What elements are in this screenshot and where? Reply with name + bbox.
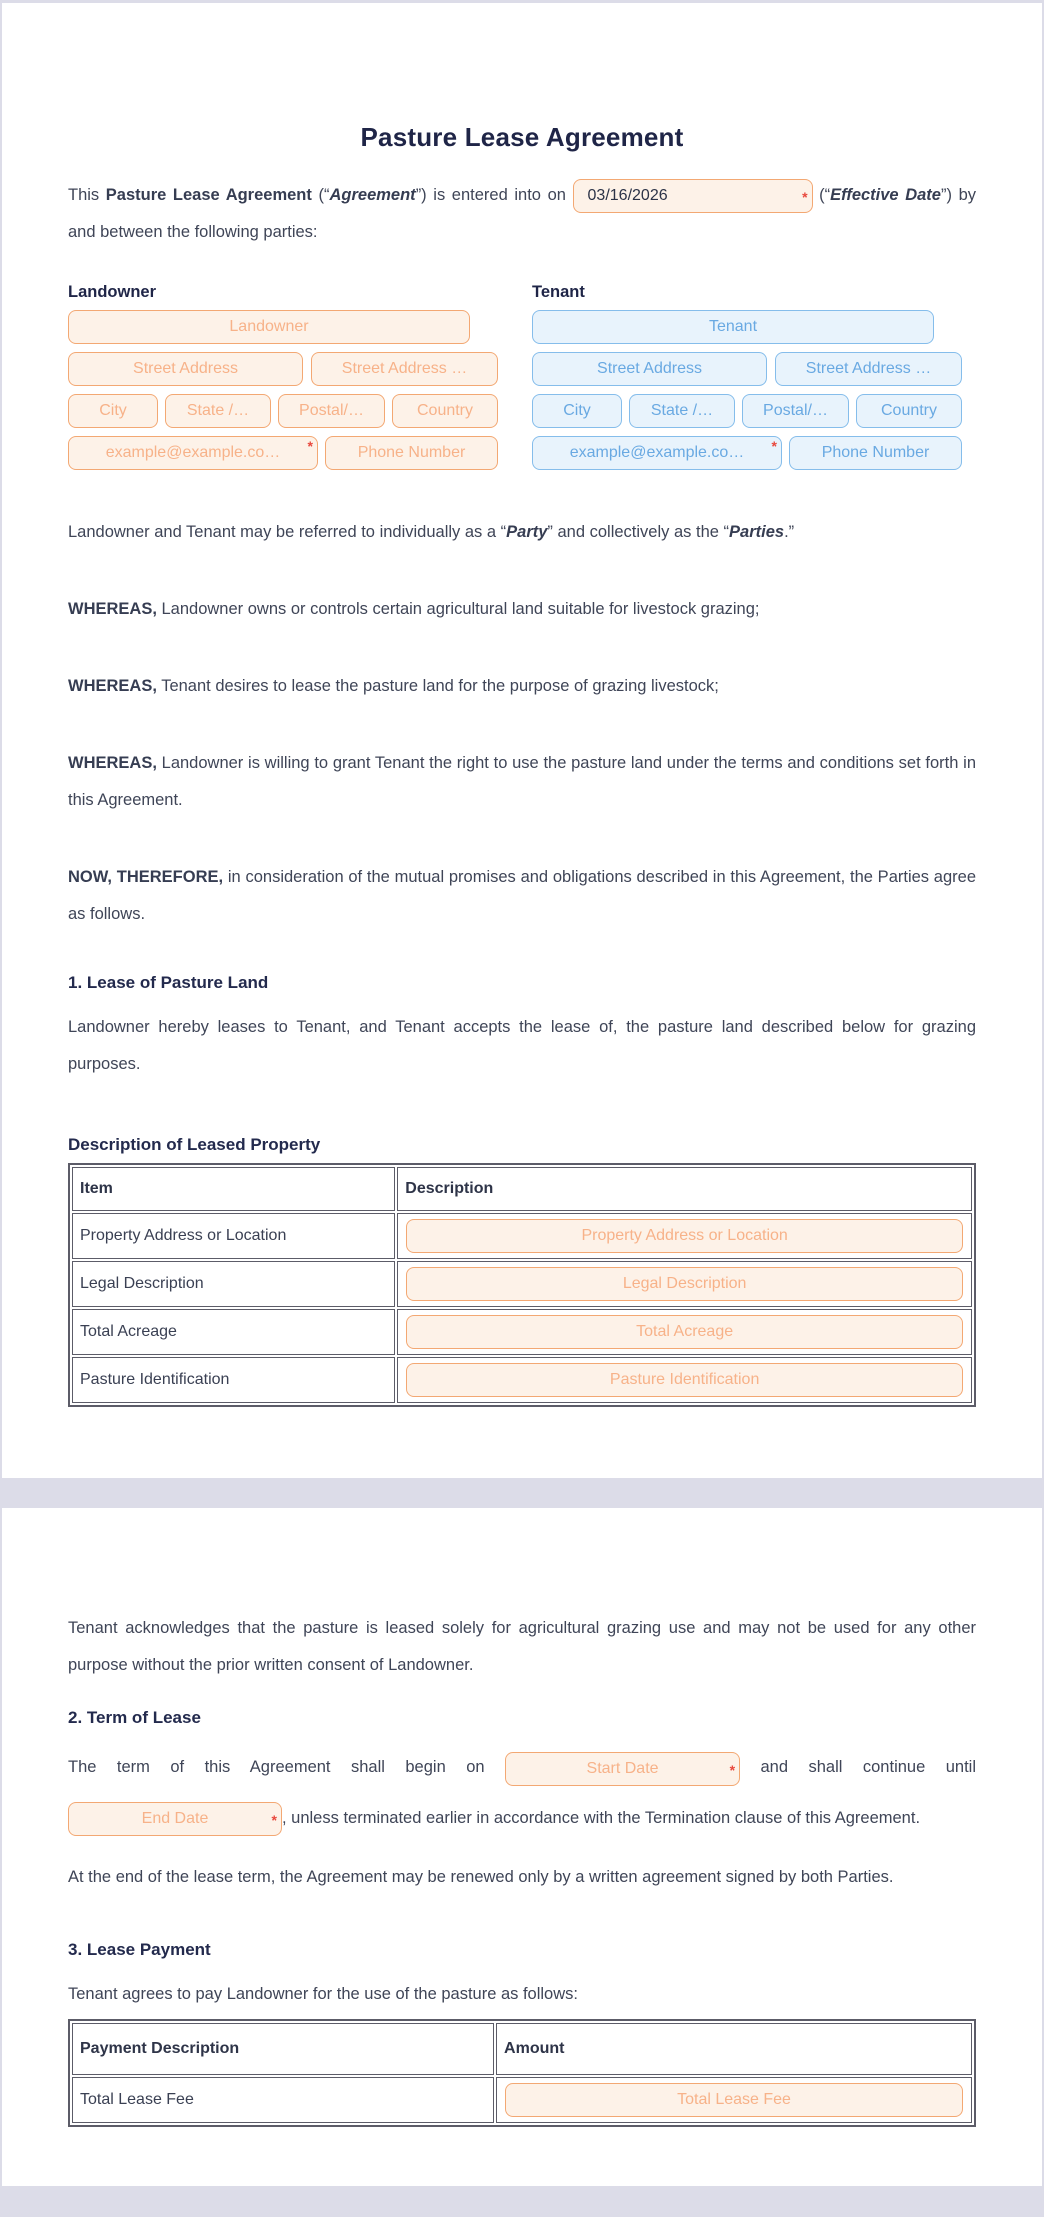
row-label: Total Lease Fee bbox=[72, 2077, 494, 2123]
landowner-postal-input[interactable] bbox=[278, 394, 385, 428]
required-asterisk: * bbox=[271, 1812, 277, 1829]
required-asterisk: * bbox=[802, 189, 808, 206]
landowner-state-input[interactable] bbox=[165, 394, 271, 428]
table-header-row bbox=[72, 1167, 972, 1211]
landowner-name-input[interactable] bbox=[68, 310, 470, 344]
landowner-street-input[interactable] bbox=[68, 352, 303, 386]
tenant-country-input[interactable] bbox=[856, 394, 962, 428]
tenant-city-input[interactable] bbox=[532, 394, 622, 428]
landowner-heading: Landowner bbox=[68, 283, 157, 302]
section-1-heading: 1. Lease of Pasture Land bbox=[68, 973, 269, 993]
required-asterisk: * bbox=[307, 438, 313, 455]
section-1-paragraph: Landowner hereby leases to Tenant, and Tenant accepts the lease of, the pasture land described below for grazing purposes. bbox=[68, 1018, 976, 1074]
table-row bbox=[72, 1261, 972, 1307]
tenant-postal-input[interactable] bbox=[742, 394, 849, 428]
tenant-name-input[interactable] bbox=[532, 310, 934, 344]
table-row bbox=[72, 2077, 972, 2123]
table-row bbox=[72, 1213, 972, 1259]
column-header-item: Item bbox=[72, 1167, 395, 1211]
document-page-2 bbox=[2, 1508, 1042, 2186]
landowner-email-input[interactable] bbox=[68, 436, 318, 470]
required-asterisk: * bbox=[729, 1761, 736, 1778]
term-paragraph: The term of this Agreement shall begin on Start Date * and shall continue until End Date * , unless terminated earlier in accordance with the Termination clause of this Agreement. bbox=[68, 1742, 976, 1843]
whereas-2-paragraph: WHEREAS, Tenant desires to lease the pasture land for the purpose of grazing livestock; bbox=[68, 677, 719, 696]
grazing-use-paragraph: Tenant acknowledges that the pasture is leased solely for agricultural grazing use and may not be used for any other purpose without the prior written consent of Landowner. bbox=[68, 1619, 976, 1674]
row-label: Legal Description bbox=[72, 1261, 395, 1307]
start-date-input[interactable] bbox=[505, 1752, 740, 1786]
row-label: Property Address or Location bbox=[72, 1213, 395, 1259]
intro-text: This bbox=[68, 186, 106, 204]
required-asterisk: * bbox=[771, 438, 777, 455]
column-header-amount: Amount bbox=[496, 2023, 972, 2075]
renewal-paragraph: At the end of the lease term, the Agreement may be renewed only by a written agreement signed by both Parties. bbox=[68, 1868, 894, 1887]
landowner-street2-input[interactable] bbox=[311, 352, 498, 386]
section-2-heading: 2. Term of Lease bbox=[68, 1708, 201, 1727]
effective-date-field-wrap bbox=[573, 177, 813, 214]
tenant-email-input[interactable] bbox=[532, 436, 782, 470]
landowner-phone-input[interactable] bbox=[325, 436, 498, 470]
tenant-email-wrap bbox=[532, 436, 782, 470]
end-date-field-wrap bbox=[68, 1793, 282, 1843]
tenant-street-input[interactable] bbox=[532, 352, 767, 386]
tenant-heading: Tenant bbox=[532, 283, 585, 302]
tenant-street2-input[interactable] bbox=[775, 352, 962, 386]
tenant-phone-input[interactable] bbox=[789, 436, 962, 470]
effective-date-input[interactable] bbox=[573, 179, 813, 213]
whereas-1-paragraph: WHEREAS, Landowner owns or controls certain agricultural land suitable for livestock grazing; bbox=[68, 600, 760, 619]
table-header-row bbox=[72, 2023, 972, 2075]
intro-text-bold: Pasture Lease Agreement bbox=[105, 186, 312, 204]
lease-payment-table bbox=[68, 2019, 976, 2127]
landowner-country-input[interactable] bbox=[392, 394, 498, 428]
total-lease-fee-input[interactable] bbox=[505, 2083, 963, 2117]
document-page-1 bbox=[2, 3, 1042, 1478]
row-label: Total Acreage bbox=[72, 1309, 395, 1355]
page-title: Pasture Lease Agreement bbox=[360, 122, 684, 152]
property-address-input[interactable] bbox=[406, 1219, 963, 1253]
leased-property-table bbox=[68, 1163, 976, 1407]
start-date-field-wrap bbox=[505, 1743, 740, 1793]
now-therefore-paragraph: NOW, THEREFORE, in consideration of the mutual promises and obligations described in this Agreement, the Parties agree as follows. bbox=[68, 868, 976, 924]
landowner-column bbox=[68, 283, 498, 470]
column-header-description: Description bbox=[397, 1167, 972, 1211]
landowner-city-input[interactable] bbox=[68, 394, 158, 428]
landowner-email-wrap bbox=[68, 436, 318, 470]
parties-block bbox=[68, 283, 976, 470]
pasture-identification-input[interactable] bbox=[406, 1363, 963, 1397]
table-row bbox=[72, 1357, 972, 1403]
payment-intro-paragraph: Tenant agrees to pay Landowner for the use of the pasture as follows: bbox=[68, 1985, 578, 2004]
tenant-state-input[interactable] bbox=[629, 394, 735, 428]
referral-paragraph: Landowner and Tenant may be referred to individually as a “Party” and collectively as the “Parties.” bbox=[68, 523, 795, 542]
row-label: Pasture Identification bbox=[72, 1357, 395, 1403]
leased-property-table-title: Description of Leased Property bbox=[68, 1135, 321, 1155]
end-date-input[interactable] bbox=[68, 1802, 282, 1836]
whereas-3-paragraph: WHEREAS, Landowner is willing to grant Tenant the right to use the pasture land under the terms and conditions set forth in this Agreement. bbox=[68, 754, 976, 810]
section-3-heading: 3. Lease Payment bbox=[68, 1940, 211, 1960]
total-acreage-input[interactable] bbox=[406, 1315, 963, 1349]
intro-paragraph: This Pasture Lease Agreement (“Agreement”) is entered into on 03/16/2026 * (“Effective Date”) by and between the following parties: bbox=[68, 177, 976, 251]
column-header-payment-description: Payment Description bbox=[72, 2023, 494, 2075]
table-row bbox=[72, 1309, 972, 1355]
tenant-column bbox=[532, 283, 962, 470]
legal-description-input[interactable] bbox=[406, 1267, 963, 1301]
